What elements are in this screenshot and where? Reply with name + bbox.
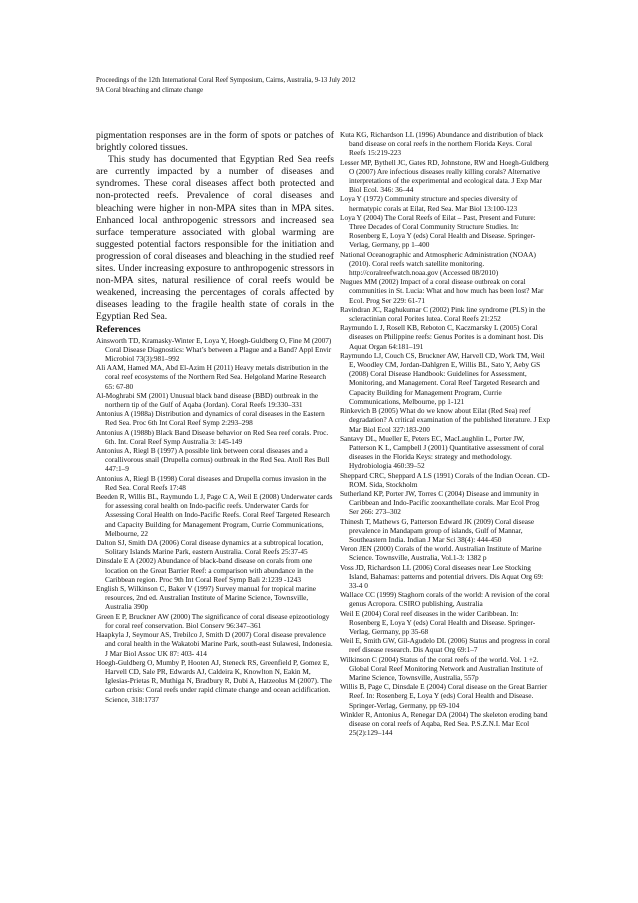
reference-item: Green E P, Bruckner AW (2000) The significance of coral disease epizootiology for coral reef conservation. Biol Conserv 96:347–361 [96,611,330,630]
session-line: 9A Coral bleaching and climate change [96,86,204,94]
reference-item: Hoegh-Guldberg O, Mumby P, Hooten AJ, Steneck RS, Greenfield P, Gomez E, Harvell CD, Sale PR, Edwards AJ, Caldeira K, Knowlton N, Eakin M, Iglesias-Prietas R, Muthiga N, Bradbury R, Dubi A, Hatzeolus M (2007). The carbon crisis: Coral reefs under rapid climate change and ocean acidification. Science, 318:1737 [96,657,332,704]
left-column [96,130,334,704]
reference-item: Weil E (2004) Coral reef diseases in the wider Caribbean. In: Rosenberg E, Loya Y (eds) Coral Health and Disease. Springer-Verlag, Germany, pp 35-68 [340,608,536,636]
reference-item: Willis B, Page C, Dinsdale E (2004) Coral disease on the Great Barrier Reef. In: Rosenberg E, Loya Y (eds) Coral Health and Disease. Springer-Verlag, Germany, pp 69-104 [340,682,548,710]
reference-item: Voss JD, Richardson LL (2006) Coral diseases near Lee Stocking Island, Bahamas: patterns and potential drivers. Dis Aquat Org 69: 33-4 0 [340,562,544,590]
reference-item: Weil E, Smith GW, Gil-Agudelo DL (2006) Status and progress in coral reef disease research. Dis Aquat Org 69:1–7 [340,636,550,655]
right-column [340,130,550,737]
reference-item: Wallace CC (1999) Staghorn corals of the world: A revision of the coral genus Acropora. CSIRO publishing, Australia [340,590,550,609]
reference-item: Ali AAM, Hamed MA, Abd El-Azim H (2011) Heavy metals distribution in the coral reef ecosystems of the Northern Red Sea. Helgoland Marine Research 65: 67-80 [96,363,329,391]
references-heading: References [96,323,141,335]
reference-item: Antonius A (1988b) Black Band Disease behavior on Red Sea reef corals. Proc. 6th. Int. Coral Reef Symp Australia 3: 145-149 [96,427,329,446]
page-header [96,76,546,95]
reference-item: Wilkinson C (2004) Status of the coral reefs of the world. Vol. 1 +2. Global Coral Reef Monitoring Network and Australian Institute of Marine Science, Townsville, Australia, 557p [340,654,543,682]
reference-item: Sutherland KP, Porter JW, Torres C (2004) Disease and immunity in Caribbean and Indo-Pacific zooxanthellate corals. Mar Ecol Prog Ser 266: 273–302 [340,488,540,517]
reference-item: Rinkevich B (2005) What do we know about Eilat (Red Sea) reef degradation? A critical examination of the published literature. J Exp Mar Biol Ecol 327:183-200 [340,406,551,434]
reference-item: Haapkyla J, Seymour AS, Trebilco J, Smith D (2007) Coral disease prevalence and coral health in the Wakatobi Marine Park, south-east Sulawesi, Indonesia. J Mar Biol Assoc UK 87: 403- 414 [96,630,333,658]
reference-list [340,130,550,737]
reference-item: Beeden R, Willis BL, Raymundo L J, Page C A, Weil E (2008) Underwater cards for assessing coral health on Indo-pacific reefs. Underwater Cards for Assessing Coral Health on Indo-Pacific Reefs. Coral Reef Targeted Research and Capacity Building for Management Program, Currie Communications, Melbourne, 22 [96,492,333,538]
reference-item: English S, Wilkinson C, Baker V (1997) Survey manual for tropical marine resources, 2nd ed. Australian Institute of Marine Science, Townsville, Australia 390p [96,584,316,612]
proceedings-line: Proceedings of the 12th International Coral Reef Symposium, Cairns, Australia, 9-13 July 2012 [96,77,356,84]
reference-item: Raymundo L J, Rosell KB, Reboton C, Kaczmarsky L (2005) Coral diseases on Philippine reefs: Genus Porites is a dominant host. Dis Aquat Organ 64:181–191 [340,323,544,351]
reference-item: Sheppard CRC, Sheppard A LS (1991) Corals of the Indian Ocean. CD-ROM. Sida, Stockholm [340,470,550,489]
reference-item: Antonius A (1988a) Distribution and dynamics of coral diseases in the Eastern Red Sea. Proc 6th Int Coral Reef Symp 2:293–298 [96,409,325,428]
reference-item: Thinesh T, Mathews G, Patterson Edward JK (2009) Coral disease prevalence in Mandapam group of islands, Gulf of Mannar, Southeastern India. Indian J Mar Sci 38(4): 444-450 [340,516,535,544]
reference-item: Dinsdale E A (2002) Abundance of black-band disease on corals from one location on the Great Barrier Reef: a comparison with abundance in the Caribbean region. Proc 9th Int Coral Reef Symp Bali 2:1239 -1243 [96,556,314,584]
reference-item: Loya Y (2004) The Coral Reefs of Eilat – Past, Present and Future: Three Decades of Coral Community Structure Studies. In: Rosenberg E, Loya Y (eds) Coral Health and Disease. Springer-Verlag, Germany, pp 1–400 [340,212,536,250]
reference-item: Winkler R, Antonius A, Renegar DA (2004) The skeleton eroding band disease on coral reefs of Aqaba, Red Sea. P.S.Z.N.I. Mar Ecol 25(2):129–144 [340,709,548,738]
conclusion-paragraph: This study has documented that Egyptian Red Sea reefs are currently impacted by a number of diseases and syndromes. These coral diseases affect both protected and non-protected reefs. Prevalence of coral diseases and bleaching were higher in non-MPA sites than in MPA sites. Enhanced local anthropogenic stressors and increased sea surface temperature associated with global warming are suggested potential factors responsible for the initiation and progression of coral diseases and bleaching in the studied reef sites. Under increasing exposure to anthropogenic stressors in non-MPA sites, natural resilience of coral reefs would be weakened, increasing the percentages of corals affected by diseases leading to the fragile health state of corals in the Egyptian Red Sea. [96,154,334,323]
reference-item: Antonius A, Riegl B (1997) A possible link between coral diseases and a corallivorous snail (Drupella cornus) outbreak in the Red Sea. Atoll Res Bull 447:1–9 [96,446,330,474]
reference-item: Ravindran JC, Raghukumar C (2002) Pink line syndrome (PLS) in the scleractinian coral Porites lutea. Coral Reefs 21:252 [340,304,546,324]
reference-item: Lesser MP, Bythell JC, Gates RD, Johnstone, RW and Hoegh-Guldberg O (2007) Are infectious diseases really killing corals? Alternative interpretations of the experimental and ecological data. J Exp Mar Biol Ecol. 346: 36–44 [340,157,549,195]
body-paragraph: pigmentation responses are in the form of spots or patches of brightly colored tissues. [96,130,334,154]
reference-item: Veron JEN (2000) Corals of the world. Australian Institute of Marine Science. Townsville, Australia, Vol.1-3: 1382 p [340,544,542,563]
reference-item: Al-Moghrabi SM (2001) Unusual black band disease (BBD) outbreak in the northern tip of the Gulf of Aqaba (Jordan). Coral Reefs 19:330–331 [96,390,319,410]
reference-item: Santavy DL, Mueller E, Peters EC, MacLaughlin L, Porter JW, Patterson K L, Campbell J (2001) Quantitative assessment of coral diseases in the Florida Keys: strategy and methodology. Hydrobiologia 460:39–52 [340,433,544,471]
reference-item: Loya Y (1972) Community structure and species diversity of hermatypic corals at Eilat, Red Sea. Mar Biol 13:100-123 [340,194,518,213]
reference-item: Nugues MM (2002) Impact of a coral disease outbreak on coral communities in St. Lucia: What and how much has been lost? Mar Ecol. Prog Ser 229: 61-71 [340,277,544,305]
reference-item: Raymundo LJ, Couch CS, Bruckner AW, Harvell CD, Work TM, Weil E, Woodley CM, Jordan-Dahlgren E, Willis BL, Sato Y, Aeby GS (2008) Coral Disease Handbook: Guidelines for Assessment, Monitoring, and Management. Coral Reef Targeted Research and Capacity Building for Management Program, Currie Communications, Melbourne, pp 1-121 [340,350,545,406]
reference-item: National Oceanographic and Atmospheric Administration (NOAA) (2010). Coral reefs watch satellite monitoring. http://coralreefwatch.noaa.gov (Accessed 08/2010) [340,249,536,278]
reference-item: Antonius A, Riegl B (1998) Coral diseases and Drupella cornus invasion in the Red Sea. Coral Reefs 17:48 [96,473,327,492]
reference-item: Ainsworth TD, Kramasky-Winter E, Loya Y, Hoegh-Guldberg O, Fine M (2007) Coral Disease Diagnostics: What’s between a Plague and a Band? Appl Envir Microbiol 73(3):981–992 [96,335,332,363]
reference-list [96,336,334,704]
reference-item: Dalton SJ, Smith DA (2006) Coral disease dynamics at a subtropical location, Solitary Islands Marine Park, eastern Australia. Coral Reefs 25:37-45 [96,538,324,557]
reference-item: Kuta KG, Richardson LL (1996) Abundance and distribution of black band disease on coral reefs in the northern Florida Keys. Coral Reefs 15:219-223 [340,130,544,158]
